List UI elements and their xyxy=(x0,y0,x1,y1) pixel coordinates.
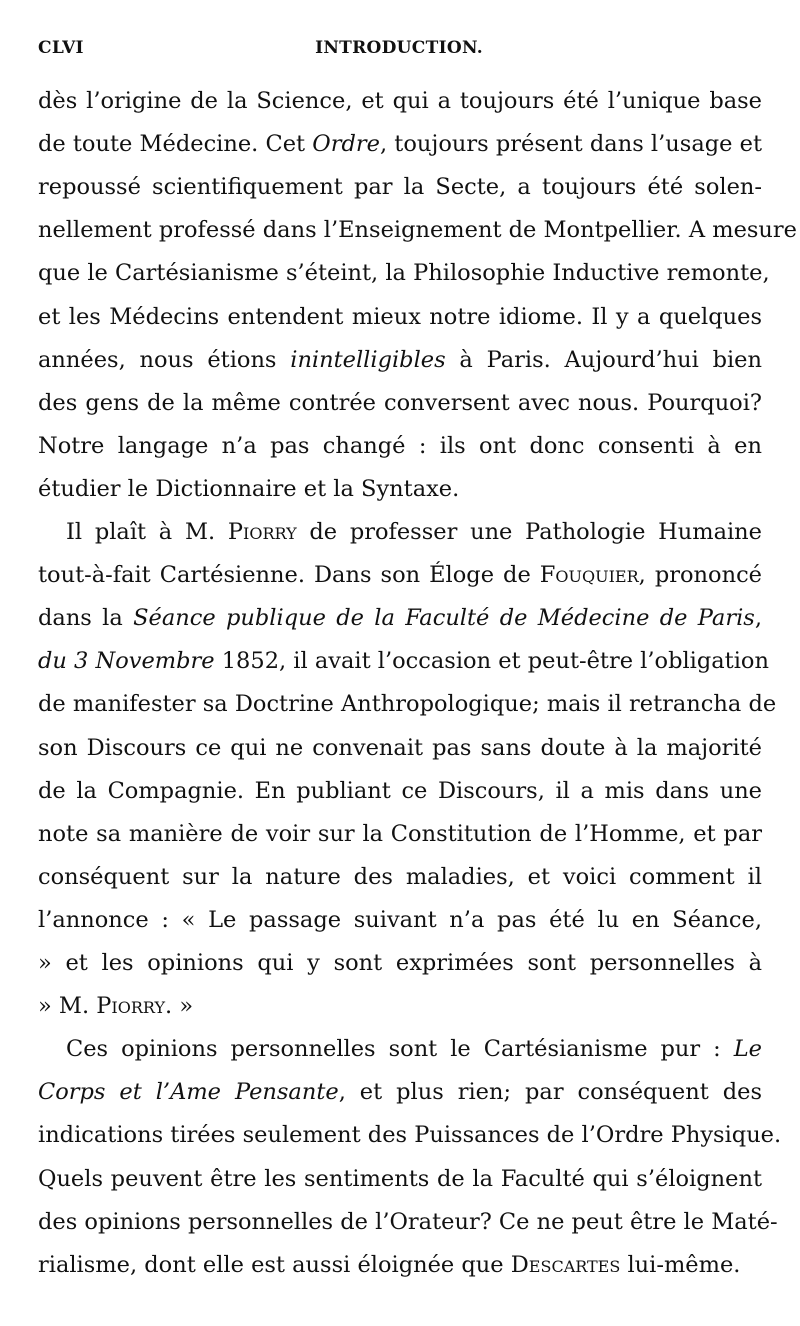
text-line: Ces opinions personnelles sont le Cartésianisme pur : Le xyxy=(66,1036,762,1063)
text-line: des gens de la même contrée conversent avec nous. Pourquoi? xyxy=(38,389,762,416)
text-line: nellement professé dans l’Enseignement de Montpellier. A mesure xyxy=(38,217,797,244)
text-line: du 3 Novembre 1852, il avait l’occasion et peut-être l’obligation xyxy=(38,648,769,675)
text-line: note sa manière de voir sur la Constitution de l’Homme, et par xyxy=(38,820,762,847)
text-line: indications tirées seulement des Puissances de l’Ordre Physique. xyxy=(38,1122,782,1149)
text-line: années, nous étions inintelligibles à Paris. Aujourd’hui bien xyxy=(38,346,762,373)
text-line: étudier le Dictionnaire et la Syntaxe. xyxy=(38,475,460,502)
text-line: Il plaît à M. Piorry de professer une Pathologie Humaine xyxy=(66,519,762,545)
text-line: conséquent sur la nature des maladies, et voici comment il xyxy=(38,863,762,890)
text-line: l’annonce : « Le passage suivant n’a pas été lu en Séance, xyxy=(38,906,762,933)
text-line: rialisme, dont elle est aussi éloignée que Descartes lui-même. xyxy=(38,1251,741,1278)
text-line: des opinions personnelles de l’Orateur? Ce ne peut être le Maté- xyxy=(38,1208,778,1235)
text-line: et les Médecins entendent mieux notre idiome. Il y a quelques xyxy=(38,303,762,330)
text-line: » et les opinions qui y sont exprimées sont personnelles à xyxy=(38,950,762,976)
text-line: Notre langage n’a pas changé : ils ont donc consenti à en xyxy=(38,432,762,459)
text-line: Quels peuvent être les sentiments de la Faculté qui s’éloignent xyxy=(38,1165,762,1192)
text-line: Corps et l’Ame Pensante, et plus rien; par conséquent des xyxy=(38,1079,762,1106)
page-number: CLVI xyxy=(38,38,84,58)
text-line: son Discours ce qui ne convenait pas sans doute à la majorité xyxy=(38,734,762,761)
text-line: dès l’origine de la Science, et qui a toujours été l’unique base xyxy=(38,88,762,114)
text-line: de manifester sa Doctrine Anthropologique; mais il retrancha de xyxy=(38,691,777,718)
page-header xyxy=(38,38,760,66)
text-line: que le Cartésianisme s’éteint, la Philosophie Inductive remonte, xyxy=(38,260,770,287)
text-line: repoussé scientifiquement par la Secte, a toujours été solen- xyxy=(38,174,762,201)
text-line: dans la Séance publique de la Faculté de Médecine de Paris, xyxy=(38,605,762,632)
text-line: de toute Médecine. Cet Ordre, toujours présent dans l’usage et xyxy=(38,131,762,158)
running-title: INTRODUCTION. xyxy=(315,38,483,58)
text-line: » M. Piorry. » xyxy=(38,993,194,1020)
text-line: de la Compagnie. En publiant ce Discours, il a mis dans une xyxy=(38,777,762,804)
text-line: tout-à-fait Cartésienne. Dans son Éloge de Fouquier, prononcé xyxy=(38,562,762,589)
